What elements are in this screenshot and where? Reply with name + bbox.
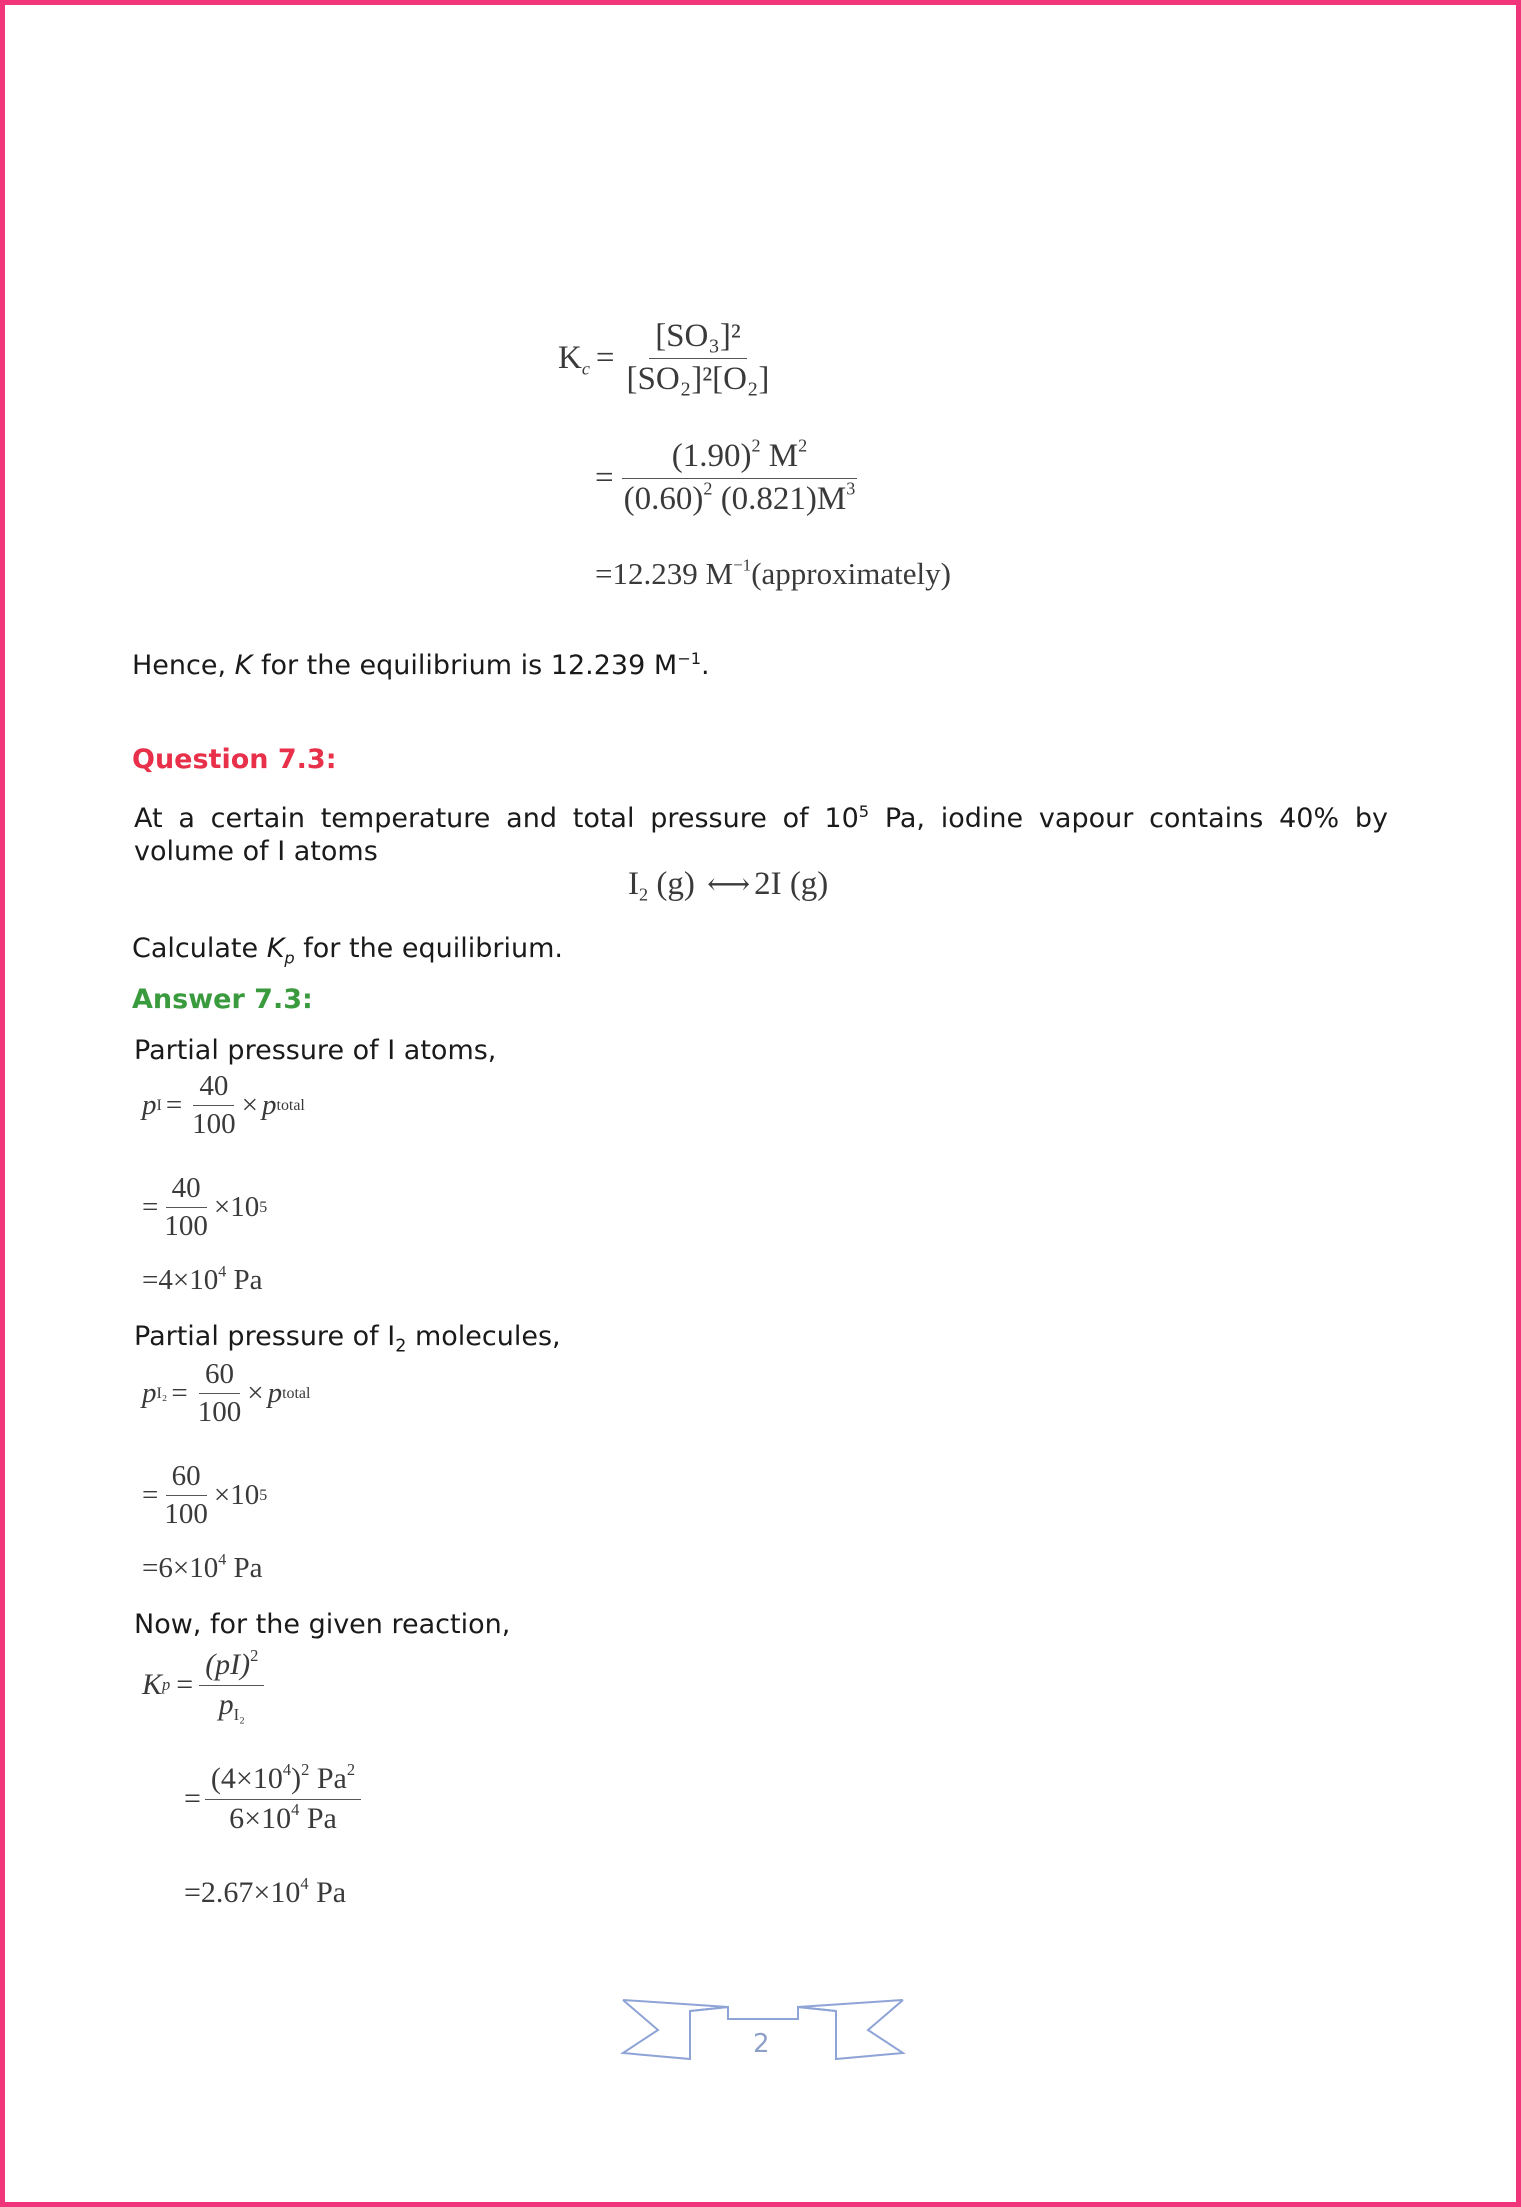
answer-heading: Answer 7.3: — [132, 984, 313, 1015]
question-ask: Calculate $K_p$ for the equilibrium. — [132, 933, 563, 968]
kc-values-numerator: $(1.90)^2$ $M^2$ — [622, 438, 857, 479]
equals-sign: = — [595, 459, 614, 496]
pI-equation-2: = $\frac{40}{100}$ ×10 5 — [142, 1172, 268, 1243]
kc-equation-line1 — [558, 318, 775, 399]
kc-equation-line2 — [595, 435, 861, 519]
pI2-equation-3: $=6\times 10^4$ Pa — [142, 1551, 263, 1584]
now-label: Now, for the given reaction, — [134, 1609, 511, 1640]
conclusion-text: Hence, K for the equilibrium is 12.239 $M^{-1}$. — [132, 649, 710, 681]
equilibrium-arrow: ⟷ — [707, 868, 751, 901]
partial-pressure-i2-label: Partial pressure of $I_2$ molecules, — [134, 1321, 561, 1357]
kc-denominator: [SO₂]²[O₂] — [626, 360, 770, 397]
partial-pressure-i-label: Partial pressure of I atoms, — [134, 1035, 497, 1066]
kc-values-denominator: $(0.60)^2$ $(0.821)M^3$ — [623, 478, 856, 517]
kc-numerator: [SO₃]² — [649, 318, 747, 359]
reaction-equation: $I_2$ (g) ⟷ 2I (g) — [628, 866, 829, 905]
pI2-equation-2: = $\frac{60}{100}$ ×10 5 — [142, 1460, 268, 1531]
pI-equation-1: p I = $\frac{40}{100}$ × p total — [142, 1070, 305, 1141]
kc-fraction — [621, 318, 776, 399]
kp-equation-3: $=2.67\times 10^4$ Pa — [184, 1873, 347, 1909]
question-heading: Question 7.3: — [132, 744, 337, 775]
approx-note: (approximately) — [751, 556, 951, 591]
page-number-ribbon — [618, 1995, 908, 2075]
kc-symbol: $K_c$ — [558, 339, 590, 379]
pI2-equation-1: p I₂ = $\frac{60}{100}$ × p total — [142, 1358, 311, 1429]
question-text: At a certain temperature and total pressure of $10^5$ Pa, iodine vapour contains 40% by volume of I atoms — [134, 802, 1389, 867]
kc-value: 12.239 M — [612, 556, 734, 591]
pI-equation-3: $=4\times 10^4$ Pa — [142, 1263, 263, 1296]
page-number: 2 — [753, 2029, 770, 2059]
kp-equation-2: = $\frac{(4\times 10^4)^2 Pa^2}{6\times 10^4 Pa}$ — [184, 1762, 361, 1836]
kc-values-fraction — [618, 435, 862, 519]
kp-equation-1: K p = $\frac{(pI)^2}{p_{I_2}}$ — [142, 1648, 264, 1722]
equals-sign: = — [595, 339, 615, 376]
kc-equation-line3: =12.239 $M^{-1}(approximately)$ — [595, 555, 951, 591]
